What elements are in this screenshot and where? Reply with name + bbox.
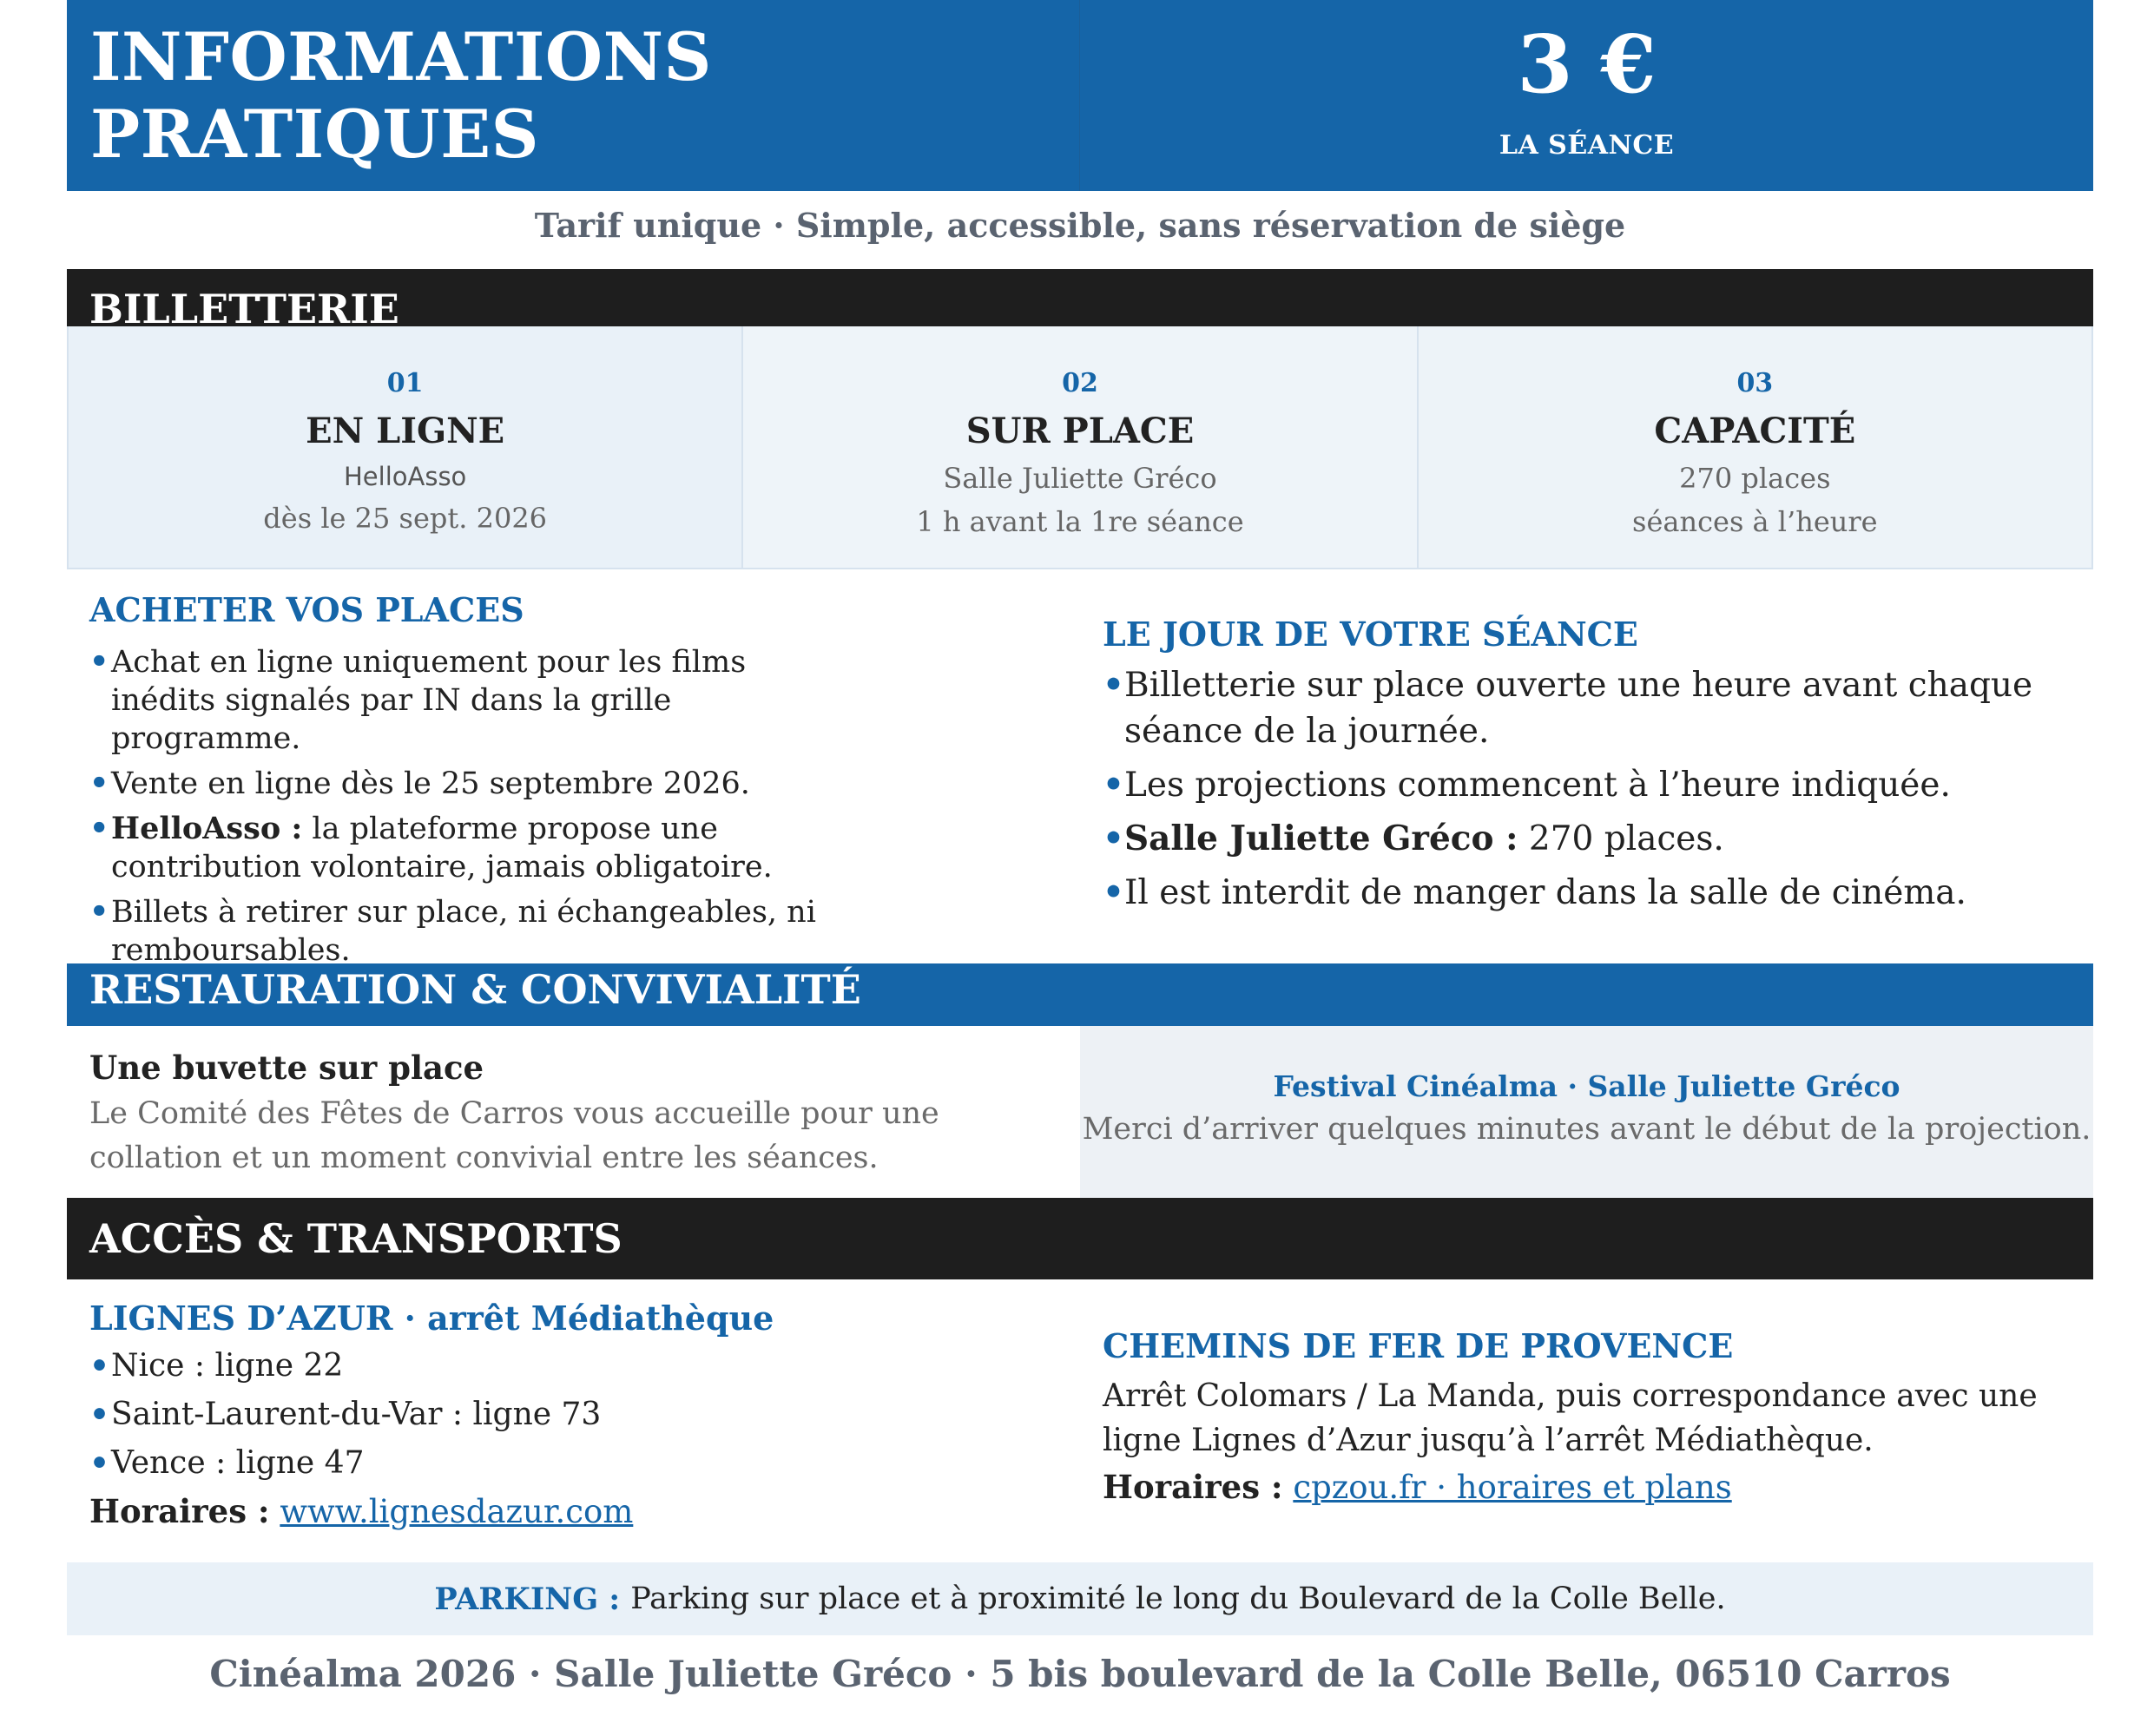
bullet-icon: • — [89, 766, 109, 801]
card-line-1: 270 places — [1679, 462, 1831, 495]
transport-columns — [67, 1279, 2093, 1562]
item-bold: Salle Juliette Gréco : — [1124, 819, 1518, 858]
bullet-icon: • — [89, 894, 109, 930]
bullet-icon: • — [1103, 872, 1124, 912]
card-line-1: Salle Juliette Gréco — [943, 462, 1217, 495]
bus-horaires — [89, 1492, 1080, 1530]
item-text: Les projections commencent à l’heure indiquée. — [1124, 766, 1951, 805]
header-banner — [67, 0, 2093, 191]
jour-list — [1103, 662, 2093, 916]
jour-column — [1080, 569, 2093, 963]
bullet-icon: • — [89, 1397, 110, 1433]
card-sur-place — [743, 326, 1418, 568]
festival-note-heading: Festival Cinéalma · Salle Juliette Gréco — [1273, 1069, 1900, 1103]
festival-note-block — [1080, 1026, 2093, 1198]
list-item — [89, 1395, 1080, 1435]
train-text: Arrêt Colomars / La Manda, puis correspondance avec une ligne Lignes d’Azur jusqu’à l’arrêt Médiathèque. — [1103, 1378, 2038, 1458]
item-text: Il est interdit de manger dans la salle de cinéma. — [1124, 873, 1966, 912]
bullet-icon: • — [89, 644, 109, 680]
list-item — [89, 1443, 1080, 1483]
item-text: la plateforme propose une contribution volontaire, jamais obligatoire. — [111, 812, 773, 884]
bus-line: Saint-Laurent-du-Var : ligne 73 — [111, 1397, 602, 1432]
price-value: 3 € — [1517, 16, 1657, 111]
achat-title: ACHETER VOS PLACES — [89, 590, 524, 629]
header-title-area — [67, 0, 1080, 191]
card-number: 01 — [386, 368, 424, 398]
page-title: INFORMATIONS PRATIQUES — [90, 18, 712, 173]
item-text: 270 places. — [1518, 819, 1724, 858]
price-unit: LA SÉANCE — [1499, 129, 1675, 161]
card-title: CAPACITÉ — [1654, 411, 1856, 451]
list-item — [1103, 762, 2092, 808]
list-item — [1103, 816, 2092, 862]
card-title: EN LIGNE — [306, 411, 505, 451]
train-horaires — [1103, 1468, 2093, 1506]
bus-lines-list — [89, 1346, 1080, 1483]
item-text: Billetterie sur place ouverte une heure avant chaque séance de la journée. — [1124, 666, 2033, 751]
list-item — [89, 765, 853, 803]
bus-line: Nice : ligne 22 — [111, 1348, 344, 1384]
item-text: Achat en ligne uniquement pour les films inédits signalés par IN dans la grille programme. — [111, 645, 747, 756]
card-line-2: dès le 25 sept. 2026 — [263, 502, 548, 535]
bullet-icon: • — [1103, 765, 1124, 805]
achat-column — [67, 569, 1080, 968]
cpzou-link[interactable]: cpzou.fr · horaires et plans — [1293, 1469, 1732, 1506]
horaires-label: Horaires : — [89, 1492, 270, 1530]
parking-bar — [67, 1562, 2093, 1635]
card-line-2: séances à l’heure — [1632, 505, 1878, 538]
buvette-text: Le Comité des Fêtes de Carros vous accueille pour une collation et un moment convivial entre les séances. — [89, 1096, 939, 1175]
ticket-info-columns — [67, 569, 2093, 968]
bullet-icon: • — [89, 811, 109, 846]
price-box — [1080, 0, 2093, 191]
card-title: SUR PLACE — [965, 411, 1195, 451]
bus-line: Vence : ligne 47 — [111, 1445, 365, 1481]
parking-label: PARKING : — [434, 1581, 621, 1617]
festival-note-text: Merci d’arriver quelques minutes avant le début de la projection. — [1082, 1112, 2091, 1147]
section-header-billetterie: BILLETTERIE — [67, 269, 2093, 326]
item-bold: HelloAsso : — [111, 811, 303, 846]
lignesdazur-link[interactable]: www.lignesdazur.com — [280, 1493, 634, 1530]
item-text: Billets à retirer sur place, ni échangeables, ni remboursables. — [111, 895, 816, 968]
list-item — [89, 643, 853, 758]
jour-title: LE JOUR DE VOTRE SÉANCE — [1103, 615, 1638, 654]
bus-column — [67, 1279, 1080, 1562]
tagline: Tarif unique · Simple, accessible, sans réservation de siège — [534, 206, 1626, 245]
list-item — [1103, 662, 2092, 754]
bullet-icon: • — [1103, 819, 1124, 858]
list-item — [89, 810, 853, 886]
section-header-restauration: RESTAURATION & CONVIVIALITÉ — [67, 963, 2093, 1026]
restauration-panel — [67, 1026, 2093, 1198]
train-title: CHEMINS DE FER DE PROVENCE — [1103, 1326, 1734, 1365]
buvette-heading: Une buvette sur place — [89, 1049, 484, 1087]
card-en-ligne — [69, 326, 743, 568]
bus-title: LIGNES D’AZUR · arrêt Médiathèque — [89, 1299, 774, 1338]
achat-list — [89, 643, 1080, 970]
list-item — [89, 1346, 1080, 1386]
list-item — [1103, 870, 2092, 916]
bullet-icon: • — [89, 1348, 110, 1384]
card-line-1: HelloAsso — [344, 462, 467, 491]
card-capacite — [1419, 326, 2091, 568]
card-number: 02 — [1062, 368, 1098, 398]
info-sheet — [67, 0, 2093, 1695]
train-column — [1080, 1279, 2093, 1562]
parking-text: Parking sur place et à proximité le long du Boulevard de la Colle Belle. — [630, 1581, 1726, 1616]
card-line-2: 1 h avant la 1re séance — [916, 505, 1244, 538]
section-header-acces: ACCÈS & TRANSPORTS — [67, 1198, 2093, 1279]
item-text: Vente en ligne dès le 25 septembre 2026. — [111, 766, 750, 801]
billetterie-cards — [67, 326, 2093, 569]
bullet-icon: • — [89, 1445, 110, 1482]
horaires-label: Horaires : — [1103, 1468, 1283, 1506]
buvette-block — [67, 1026, 1080, 1198]
list-item — [89, 893, 853, 970]
bullet-icon: • — [1103, 665, 1124, 705]
footer-address: Cinéalma 2026 · Salle Juliette Gréco · 5 bis boulevard de la Colle Belle, 06510 Carros — [209, 1653, 1951, 1695]
card-number: 03 — [1736, 368, 1774, 398]
